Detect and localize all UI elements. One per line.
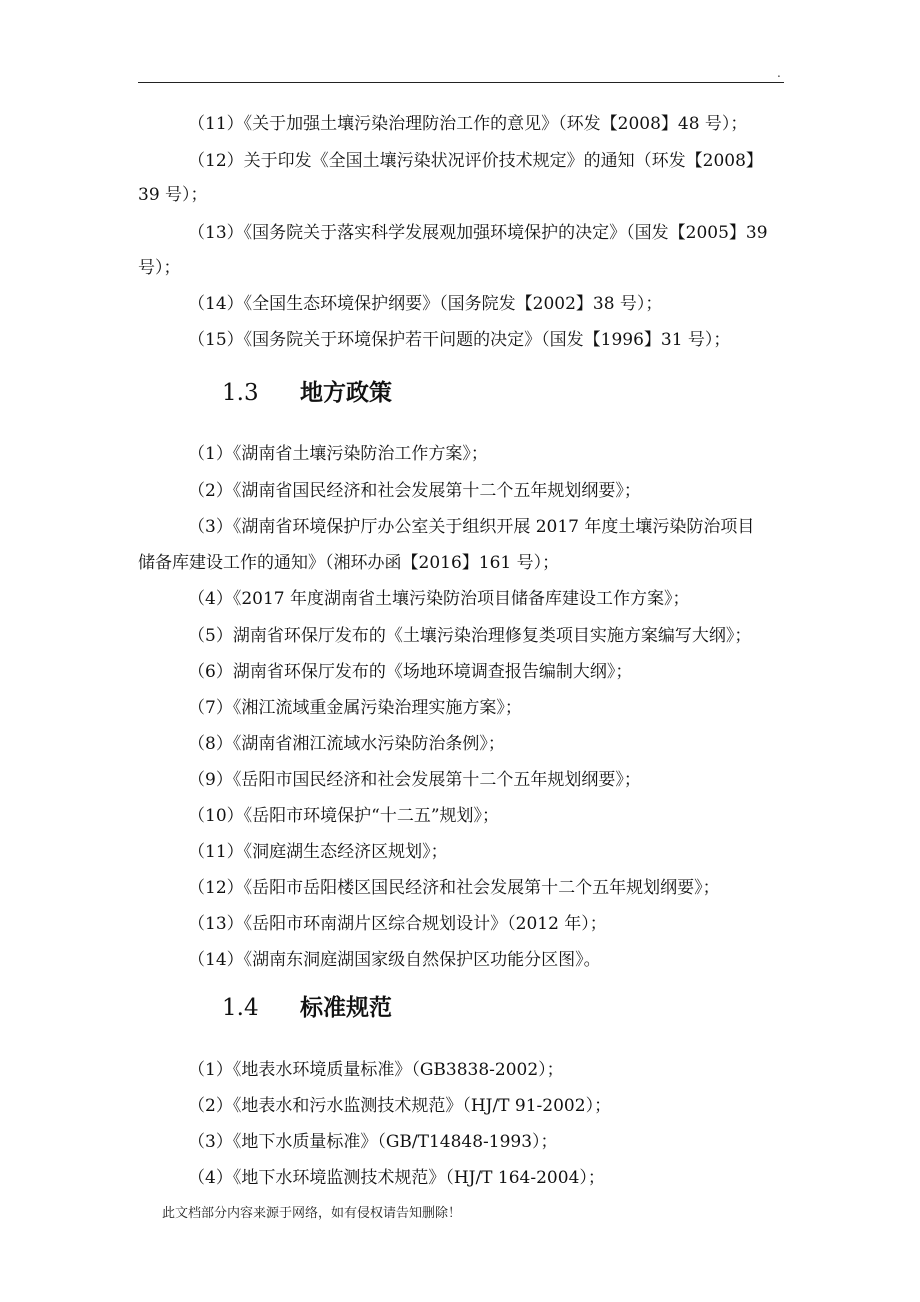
list-item-continuation: 储备库建设工作的通知》（湘环办函【2016】161 号）；	[138, 553, 560, 573]
list-item: （5）湖南省环保厅发布的《土壤污染治理修复类项目实施方案编写大纲》；	[188, 626, 752, 646]
list-item: （3）《湖南省环境保护厅办公室关于组织开展 2017 年度土壤污染防治项目	[188, 517, 755, 537]
list-item: （12）关于印发《全国土壤污染状况评价技术规定》的通知（环发【2008】	[188, 151, 763, 171]
list-item: （1）《湖南省土壤污染防治工作方案》；	[188, 444, 488, 464]
section-number: 1.3	[222, 380, 259, 406]
section-heading-1-3	[222, 379, 392, 407]
section-number: 1.4	[222, 995, 259, 1021]
list-item-continuation: 39 号）；	[138, 185, 208, 205]
list-item: （6）湖南省环保厅发布的《场地环境调查报告编制大纲》；	[188, 662, 633, 682]
list-item: （14）《全国生态环境保护纲要》（国务院发【2002】38 号）；	[188, 294, 663, 314]
footer-note: 此文档部分内容来源于网络，如有侵权请告知删除！	[162, 1206, 462, 1221]
list-item: （14）《湖南东洞庭湖国家级自然保护区功能分区图》。	[188, 950, 601, 970]
list-item: （4）《2017 年度湖南省土壤污染防治项目储备库建设工作方案》；	[188, 589, 690, 609]
list-item: （9）《岳阳市国民经济和社会发展第十二个五年规划纲要》；	[188, 770, 641, 790]
list-item: （13）《国务院关于落实科学发展观加强环境保护的决定》（国发【2005】39	[188, 223, 768, 243]
header-corner-mark: .	[777, 66, 781, 80]
list-item: （4）《地下水环境监测技术规范》（HJ/T 164-2004）；	[188, 1168, 605, 1188]
list-item: （2）《地表水和污水监测技术规范》（HJ/T 91-2002）；	[188, 1096, 612, 1116]
list-item: （13）《岳阳市环南湖片区综合规划设计》（2012 年）；	[188, 914, 607, 934]
header-rule	[138, 82, 784, 83]
list-item: （3）《地下水质量标准》（GB/T14848-1993）；	[188, 1132, 558, 1152]
section-heading-1-4	[222, 994, 392, 1022]
list-item: （11）《洞庭湖生态经济区规划》；	[188, 842, 448, 862]
list-item: （1）《地表水环境质量标准》（GB3838-2002）；	[188, 1060, 564, 1080]
list-item: （7）《湘江流域重金属污染治理实施方案》；	[188, 698, 522, 718]
list-item: （2）《湖南省国民经济和社会发展第十二个五年规划纲要》；	[188, 481, 641, 501]
list-item-continuation: 号）；	[138, 258, 181, 278]
list-item: （12）《岳阳市岳阳楼区国民经济和社会发展第十二个五年规划纲要》；	[188, 878, 720, 898]
section-title: 地方政策	[300, 379, 392, 406]
list-item: （15）《国务院关于环境保护若干问题的决定》（国发【1996】31 号）；	[188, 330, 731, 350]
list-item: （10）《岳阳市环境保护“十二五”规划》；	[188, 806, 500, 826]
list-item: （11）《关于加强土壤污染治理防治工作的意见》（环发【2008】48 号）；	[188, 114, 748, 134]
section-title: 标准规范	[300, 994, 392, 1021]
list-item: （8）《湖南省湘江流域水污染防治条例》；	[188, 734, 505, 754]
